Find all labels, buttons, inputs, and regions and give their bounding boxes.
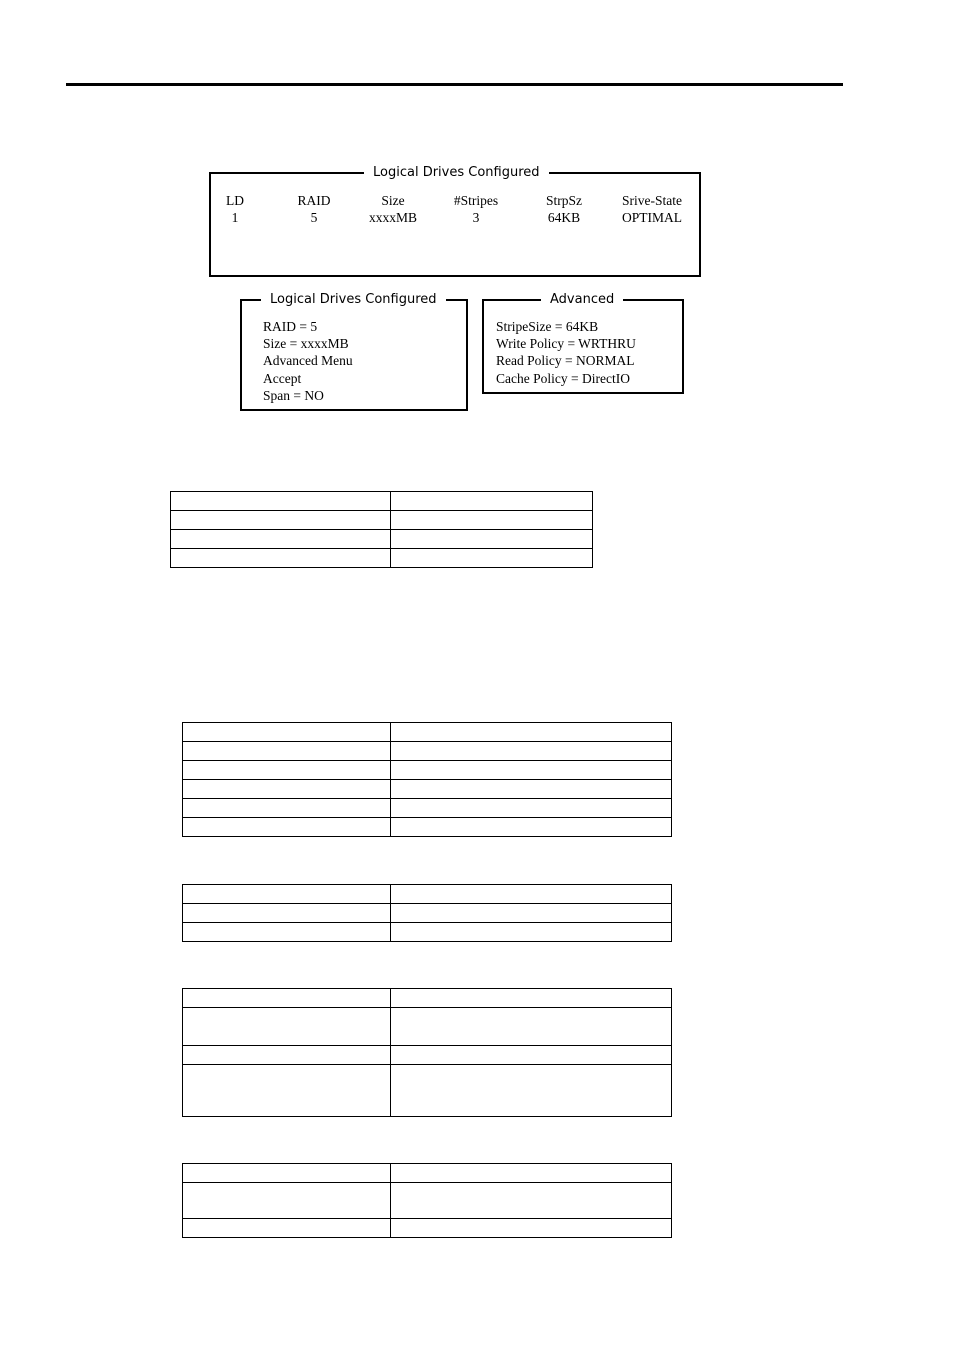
table-cell: [391, 492, 593, 511]
table-cell: [183, 923, 391, 942]
table-cell: [171, 511, 391, 530]
table-row: [183, 818, 672, 837]
table-row: [183, 1164, 672, 1183]
table-cell: [391, 1065, 672, 1117]
column-strpsz: [546, 192, 582, 226]
column-ld: [226, 192, 244, 226]
table-cell: [183, 1008, 391, 1046]
advanced-list: [496, 318, 636, 387]
table-row: [183, 1183, 672, 1219]
table-cell: [171, 492, 391, 511]
table-cell: [183, 761, 391, 780]
table-cell: [391, 904, 672, 923]
table-cell: [183, 989, 391, 1008]
column-header: Size: [381, 193, 405, 208]
settings-table-2: [182, 722, 672, 837]
column-value: 1: [231, 210, 239, 225]
column-value: 3: [472, 210, 480, 225]
column-raid: [298, 192, 331, 226]
table-cell: [391, 799, 672, 818]
table-cell: [183, 1065, 391, 1117]
advanced-item-cache-policy[interactable]: Cache Policy = DirectIO: [496, 370, 630, 386]
table-cell: [183, 885, 391, 904]
table-cell: [391, 989, 672, 1008]
table-cell: [391, 530, 593, 549]
table-cell: [171, 549, 391, 568]
settings-table-5: [182, 1163, 672, 1238]
column-value: xxxxMB: [368, 210, 418, 225]
table-cell: [183, 1164, 391, 1183]
table-row: [183, 1219, 672, 1238]
menu-item-raid[interactable]: RAID = 5: [263, 319, 318, 334]
table-cell: [391, 1164, 672, 1183]
table-cell: [183, 1183, 391, 1219]
table-cell: [183, 904, 391, 923]
advanced-item-stripe-size[interactable]: StripeSize = 64KB: [496, 319, 599, 334]
table-row: [183, 989, 672, 1008]
table-cell: [391, 549, 593, 568]
table-cell: [391, 1183, 672, 1219]
column-header: #Stripes: [453, 193, 499, 208]
table-cell: [391, 885, 672, 904]
menu-item-advanced-menu[interactable]: Advanced Menu: [263, 353, 353, 369]
logical-drive-menu-panel: [240, 292, 468, 411]
table-cell: [391, 818, 672, 837]
column-header: Srive-State: [622, 193, 682, 208]
table-cell: [391, 723, 672, 742]
settings-table-1: [170, 491, 593, 568]
settings-table-3: [182, 884, 672, 942]
column-header: LD: [226, 193, 244, 208]
menu-item-size[interactable]: Size = xxxxMB: [263, 336, 349, 352]
panel-title: Logical Drives Configured: [261, 291, 446, 308]
table-row: [183, 923, 672, 942]
table-cell: [183, 1219, 391, 1238]
table-row: [183, 723, 672, 742]
table-cell: [391, 511, 593, 530]
advanced-item-read-policy[interactable]: Read Policy = NORMAL: [496, 353, 635, 369]
column-value: 64KB: [547, 210, 581, 225]
settings-table-4: [182, 988, 672, 1117]
menu-list: [263, 318, 353, 404]
advanced-panel: [482, 292, 684, 394]
advanced-item-write-policy[interactable]: Write Policy = WRTHRU: [496, 336, 636, 352]
table-row: [183, 1008, 672, 1046]
menu-item-accept[interactable]: Accept: [263, 370, 302, 386]
table-cell: [183, 799, 391, 818]
column-stripes: [454, 192, 498, 226]
table-row: [183, 742, 672, 761]
column-header: RAID: [297, 193, 331, 208]
panel-title: Advanced: [541, 291, 623, 308]
column-size: [369, 192, 417, 226]
table-cell: [391, 1219, 672, 1238]
table-cell: [391, 923, 672, 942]
table-row: [171, 492, 593, 511]
column-drive-state: [622, 192, 682, 226]
header-rule: [66, 83, 843, 86]
column-value: OPTIMAL: [622, 210, 682, 225]
table-cell: [183, 742, 391, 761]
panel-title: Logical Drives Configured: [364, 164, 549, 181]
menu-item-span[interactable]: Span = NO: [263, 387, 324, 403]
column-header: StrpSz: [545, 193, 583, 208]
table-row: [171, 511, 593, 530]
table-cell: [391, 1046, 672, 1065]
table-row: [171, 530, 593, 549]
table-cell: [183, 780, 391, 799]
table-cell: [391, 742, 672, 761]
table-row: [183, 1065, 672, 1117]
table-cell: [391, 780, 672, 799]
table-row: [183, 780, 672, 799]
table-row: [183, 1046, 672, 1065]
table-row: [171, 549, 593, 568]
table-cell: [183, 818, 391, 837]
column-value: 5: [310, 210, 318, 225]
table-cell: [183, 1046, 391, 1065]
table-cell: [391, 1008, 672, 1046]
table-cell: [183, 723, 391, 742]
table-cell: [171, 530, 391, 549]
logical-drives-panel: [209, 165, 701, 277]
table-row: [183, 885, 672, 904]
table-row: [183, 799, 672, 818]
table-row: [183, 904, 672, 923]
table-row: [183, 761, 672, 780]
table-cell: [391, 761, 672, 780]
